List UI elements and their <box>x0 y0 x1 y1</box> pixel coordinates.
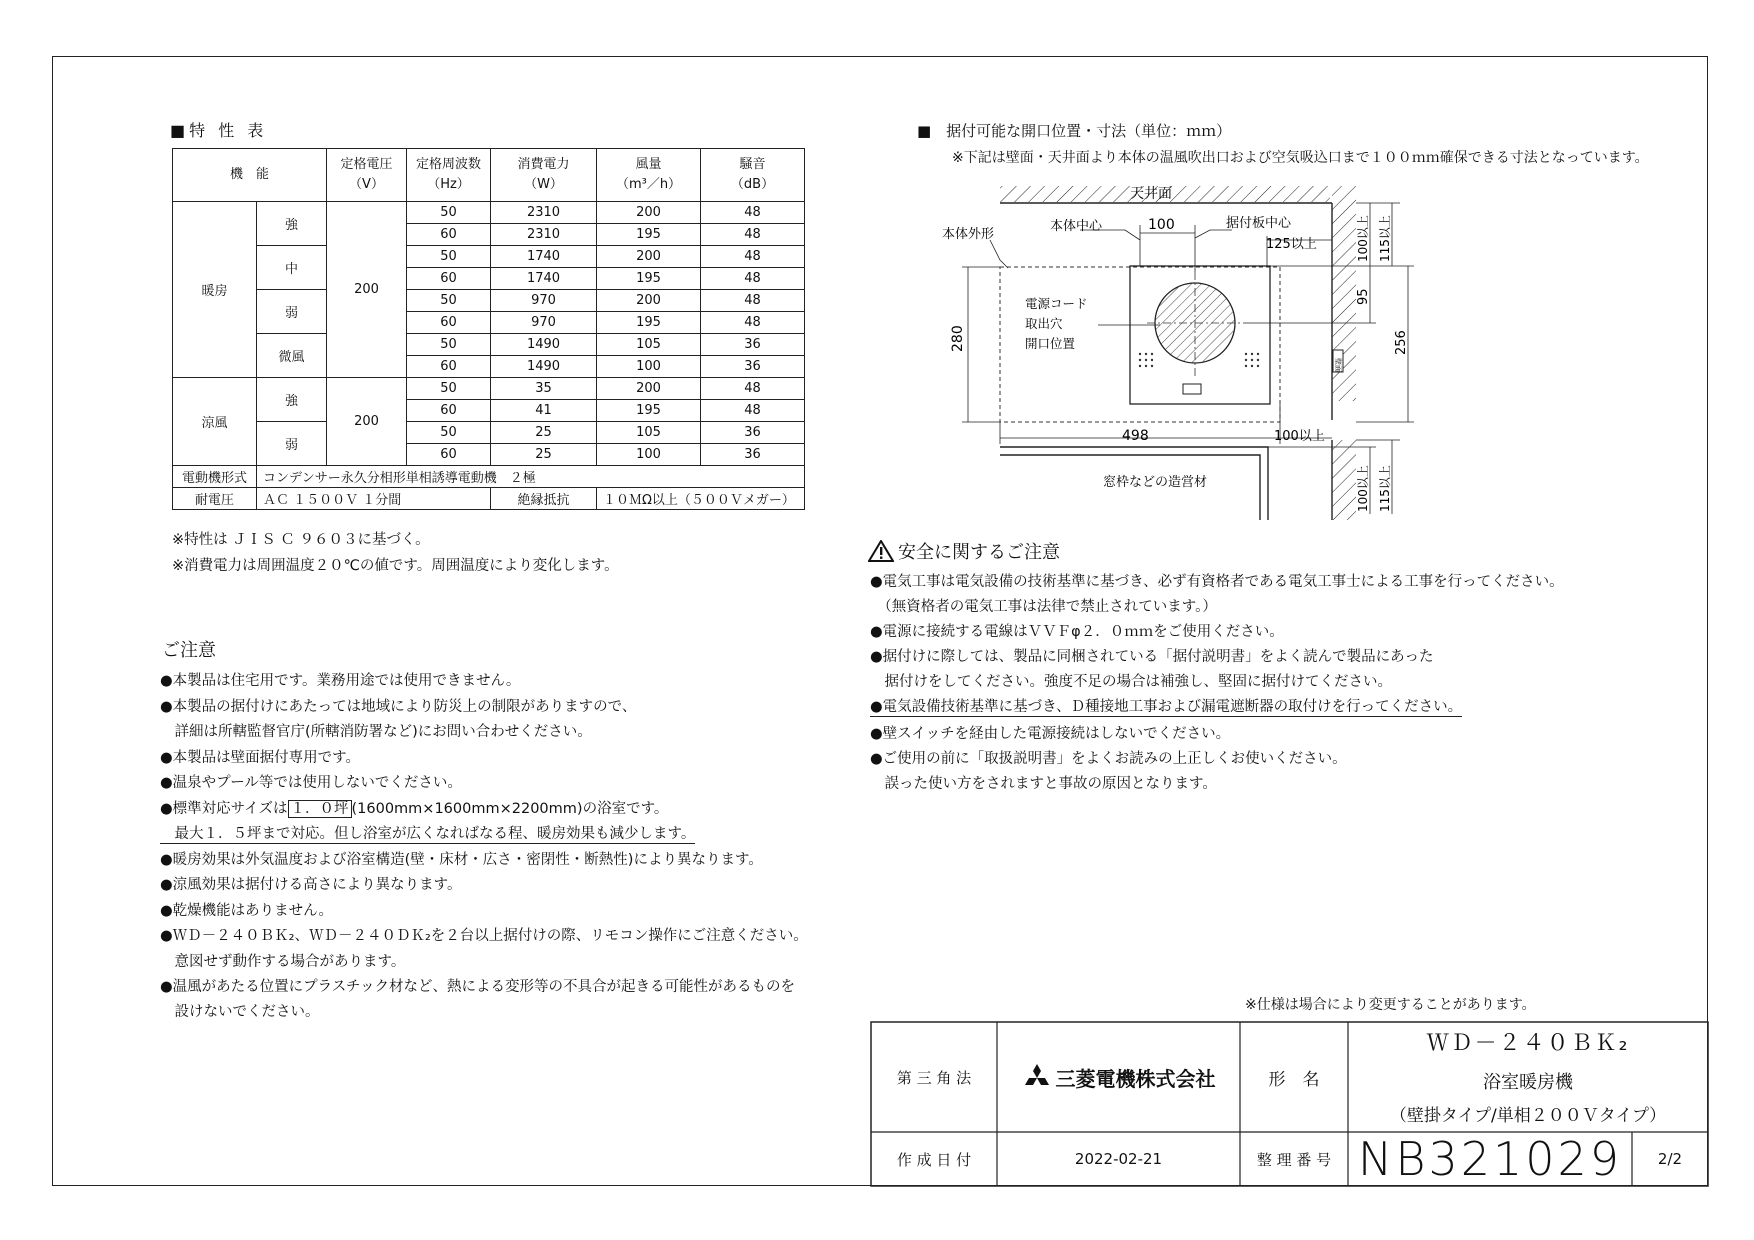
caution-line: ●温風があたる位置にプラスチック材など、熱による変形等の不具合が起きる可能性があるものを <box>160 979 795 995</box>
caution-line: ●本製品の据付けにあたっては地域により防災上の制限がありますので、 <box>160 699 637 715</box>
caution-line: 最大１．５坪まで対応。但し浴室が広くなればなる程、暖房効果も減少します。 <box>160 822 695 844</box>
table-cell: 36 <box>701 422 805 444</box>
level-label: 強 <box>257 202 327 246</box>
product-type: （壁掛タイプ/単相２００Ｖタイプ） <box>1389 1106 1667 1126</box>
ref-number: NB321029 <box>1357 1132 1623 1186</box>
header-function: 機 能 <box>173 149 327 202</box>
body-outline-label: 本体外形 <box>942 227 995 242</box>
level-label: 微風 <box>257 334 327 378</box>
spec-title: ■特 性 表 <box>170 121 268 140</box>
table-cell: 41 <box>491 400 597 422</box>
table-cell: 48 <box>701 290 805 312</box>
size-box: １．０坪 <box>288 800 352 818</box>
table-cell: 970 <box>491 312 597 334</box>
dim-100-top-label: 100以上 <box>1356 215 1370 262</box>
safety-line: ●電気設備技術基準に基づき、Ｄ種接地工事および漏電遮断器の取付けを行ってください。 <box>870 695 1462 717</box>
page-number: 2/2 <box>1657 1150 1683 1168</box>
caution-line: ●暖房効果は外気温度および浴室構造(壁・床材・広さ・密閉性・断熱性)により異なります。 <box>160 852 763 868</box>
body-center-label: 本体中心 <box>1050 219 1103 234</box>
table-cell: 195 <box>597 312 701 334</box>
ref-label: 整 理 番 号 <box>1256 1150 1332 1169</box>
table-cell: 48 <box>701 268 805 290</box>
insulation-value: １０ＭΩ以上（５００Ｖメガー） <box>597 488 805 510</box>
cord-label: 取出穴 <box>1025 316 1063 331</box>
table-cell: 1740 <box>491 268 597 290</box>
level-label: 中 <box>257 246 327 290</box>
caution-line: ●本製品は壁面据付専用です。 <box>160 750 360 766</box>
cord-label: 電源コード <box>1025 296 1088 311</box>
header-noise: 騒音 （dB） <box>701 149 805 202</box>
wall-label: 壁面 <box>1334 358 1342 372</box>
header-voltage: 定格電圧 （V） <box>327 149 407 202</box>
safety-title: 安全に関するご注意 <box>898 542 1060 563</box>
table-cell: 48 <box>701 378 805 400</box>
table-cell: 60 <box>407 356 491 378</box>
plate-center-label: 据付板中心 <box>1226 216 1292 231</box>
safety-line: 誤った使い方をされますと事故の原因となります。 <box>870 776 1217 792</box>
table-cell: 200 <box>597 202 701 224</box>
safety-line: （無資格者の電気工事は法律で禁止されています。） <box>870 599 1217 615</box>
table-cell: 1490 <box>491 334 597 356</box>
table-cell: 2310 <box>491 224 597 246</box>
table-cell: 100 <box>597 356 701 378</box>
caution-line: 意図せず動作する場合があります。 <box>160 954 406 970</box>
table-cell: 1740 <box>491 246 597 268</box>
frame-label: 窓枠などの造営材 <box>1103 475 1208 490</box>
caution-line: ●ＷＤ－２４０ＢＫ₂、ＷＤ－２４０ＤＫ₂を２台以上据付けの際、リモコン操作にご注意ください。 <box>160 928 808 944</box>
table-cell: 970 <box>491 290 597 312</box>
dim-256-label: 256 <box>1394 330 1409 355</box>
table-cell: 25 <box>491 422 597 444</box>
dim-95-label: 95 <box>1356 288 1371 305</box>
voltage-cell: 200 <box>327 202 407 378</box>
diagram-title: ■ 据付可能な開口位置・寸法（単位：ｍｍ） <box>917 122 1232 140</box>
level-label: 強 <box>257 378 327 422</box>
table-cell: 195 <box>597 268 701 290</box>
table-cell: 195 <box>597 224 701 246</box>
company-name: 三菱電機株式会社 <box>1055 1066 1216 1091</box>
dim-280-label: 280 <box>950 325 966 352</box>
model-label: 形 名 <box>1268 1069 1320 1090</box>
table-cell: 48 <box>701 312 805 334</box>
table-cell: 200 <box>597 246 701 268</box>
table-cell: 50 <box>407 422 491 444</box>
mode-cooling: 涼風 <box>173 378 257 466</box>
dim-125-label: 125以上 <box>1266 237 1317 252</box>
date-label: 作 成 日 付 <box>896 1150 972 1169</box>
footnote: ※特性は ＪＩＳ Ｃ ９６０３に基づく。 <box>172 532 430 548</box>
insulation-label: 絶縁抵抗 <box>491 488 597 510</box>
projection-label: 第 三 角 法 <box>896 1068 972 1087</box>
withstand-label: 耐電圧 <box>173 488 257 510</box>
table-cell: 200 <box>597 290 701 312</box>
table-cell: 48 <box>701 246 805 268</box>
table-cell: 50 <box>407 290 491 312</box>
table-cell: 105 <box>597 334 701 356</box>
dim-100-label: 100 <box>1148 217 1175 233</box>
table-cell: 50 <box>407 246 491 268</box>
safety-line: ●電気工事は電気設備の技術基準に基づき、必ず有資格者である電気工事士による工事を行ってください。 <box>870 574 1564 590</box>
caution-line: ●温泉やプール等では使用しないでください。 <box>160 775 462 791</box>
table-cell: 36 <box>701 356 805 378</box>
caution-line: ●標準対応サイズは １．０坪 (1600mm×1600mm×2200mm)の浴室です。 <box>160 801 669 817</box>
level-label: 弱 <box>257 290 327 334</box>
table-cell: 48 <box>701 224 805 246</box>
date-value: 2022-02-21 <box>1074 1150 1163 1168</box>
safety-line: ●電源に接続する電線はＶＶＦφ２．０ｍｍをご使用ください。 <box>870 624 1284 640</box>
cautions-title: ご注意 <box>162 640 216 661</box>
table-cell: 36 <box>701 334 805 356</box>
table-cell: 200 <box>597 378 701 400</box>
table-cell: 60 <box>407 400 491 422</box>
model-number: ＷＤ－２４０ＢＫ₂ <box>1426 1031 1630 1056</box>
company-logo <box>997 1022 1240 1132</box>
table-cell: 50 <box>407 334 491 356</box>
motor-value: コンデンサー永久分相形単相誘導電動機 ２極 <box>257 466 805 488</box>
safety-line: 据付けをしてください。強度不足の場合は補強し、堅固に据付けてください。 <box>870 674 1392 690</box>
table-cell: 105 <box>597 422 701 444</box>
motor-label: 電動機形式 <box>173 466 257 488</box>
table-cell: 48 <box>701 202 805 224</box>
table-cell: 60 <box>407 224 491 246</box>
table-cell: 48 <box>701 400 805 422</box>
footnote: ※消費電力は周囲温度２０℃の値です。周囲温度により変化します。 <box>172 558 619 574</box>
table-cell: 1490 <box>491 356 597 378</box>
caution-line: ●乾燥機能はありません。 <box>160 903 334 919</box>
safety-line: ●壁スイッチを経由した電源接続はしないでください。 <box>870 726 1231 742</box>
dim-100-right-label: 100以上 <box>1274 429 1325 444</box>
dim-498-label: 498 <box>1122 428 1149 444</box>
table-cell: 50 <box>407 202 491 224</box>
ceiling-label: 天井面 <box>1130 186 1172 202</box>
voltage-cell: 200 <box>327 378 407 466</box>
diagram-subtitle: ※下記は壁面・天井面より本体の温風吹出口および空気吸込口まで１００ｍｍ確保できる寸法となっています。 <box>952 150 1649 166</box>
table-cell: 50 <box>407 378 491 400</box>
table-cell: 60 <box>407 268 491 290</box>
table-cell: 100 <box>597 444 701 466</box>
table-cell: 25 <box>491 444 597 466</box>
spec-change-note: ※仕様は場合により変更することがあります。 <box>1245 997 1536 1013</box>
table-cell: 36 <box>701 444 805 466</box>
table-cell: 195 <box>597 400 701 422</box>
safety-line: ●ご使用の前に「取扱説明書」をよくお読みの上正しくお使いください。 <box>870 751 1347 767</box>
product-name: 浴室暖房機 <box>1483 1072 1573 1093</box>
caution-line: ●本製品は住宅用です。業務用途では使用できません。 <box>160 673 521 689</box>
level-label: 弱 <box>257 422 327 466</box>
caution-line: ●涼風効果は据付ける高さにより異なります。 <box>160 877 462 893</box>
table-cell: 60 <box>407 444 491 466</box>
caution-line: 設けないでください。 <box>160 1004 320 1020</box>
dim-115-bottom-label: 115以上 <box>1378 465 1392 512</box>
header-airflow: 風量 （m³／h） <box>597 149 701 202</box>
caution-line: 詳細は所轄監督官庁(所轄消防署など)にお問い合わせください。 <box>160 724 592 740</box>
header-frequency: 定格周波数 （Hz） <box>407 149 491 202</box>
table-cell: 60 <box>407 312 491 334</box>
withstand-value: ＡＣ １５００Ｖ １分間 <box>257 488 491 510</box>
dim-115-top-label: 115以上 <box>1378 215 1392 262</box>
table-cell: 35 <box>491 378 597 400</box>
table-cell: 2310 <box>491 202 597 224</box>
header-power: 消費電力 （W） <box>491 149 597 202</box>
dim-100-bottom-label: 100以上 <box>1356 465 1370 512</box>
cord-label: 開口位置 <box>1025 336 1076 351</box>
mitsubishi-logo-icon <box>1022 1063 1052 1091</box>
safety-line: ●据付けに際しては、製品に同梱されている「据付説明書」をよく読んで製品にあった <box>870 649 1434 665</box>
mode-heating: 暖房 <box>173 202 257 378</box>
